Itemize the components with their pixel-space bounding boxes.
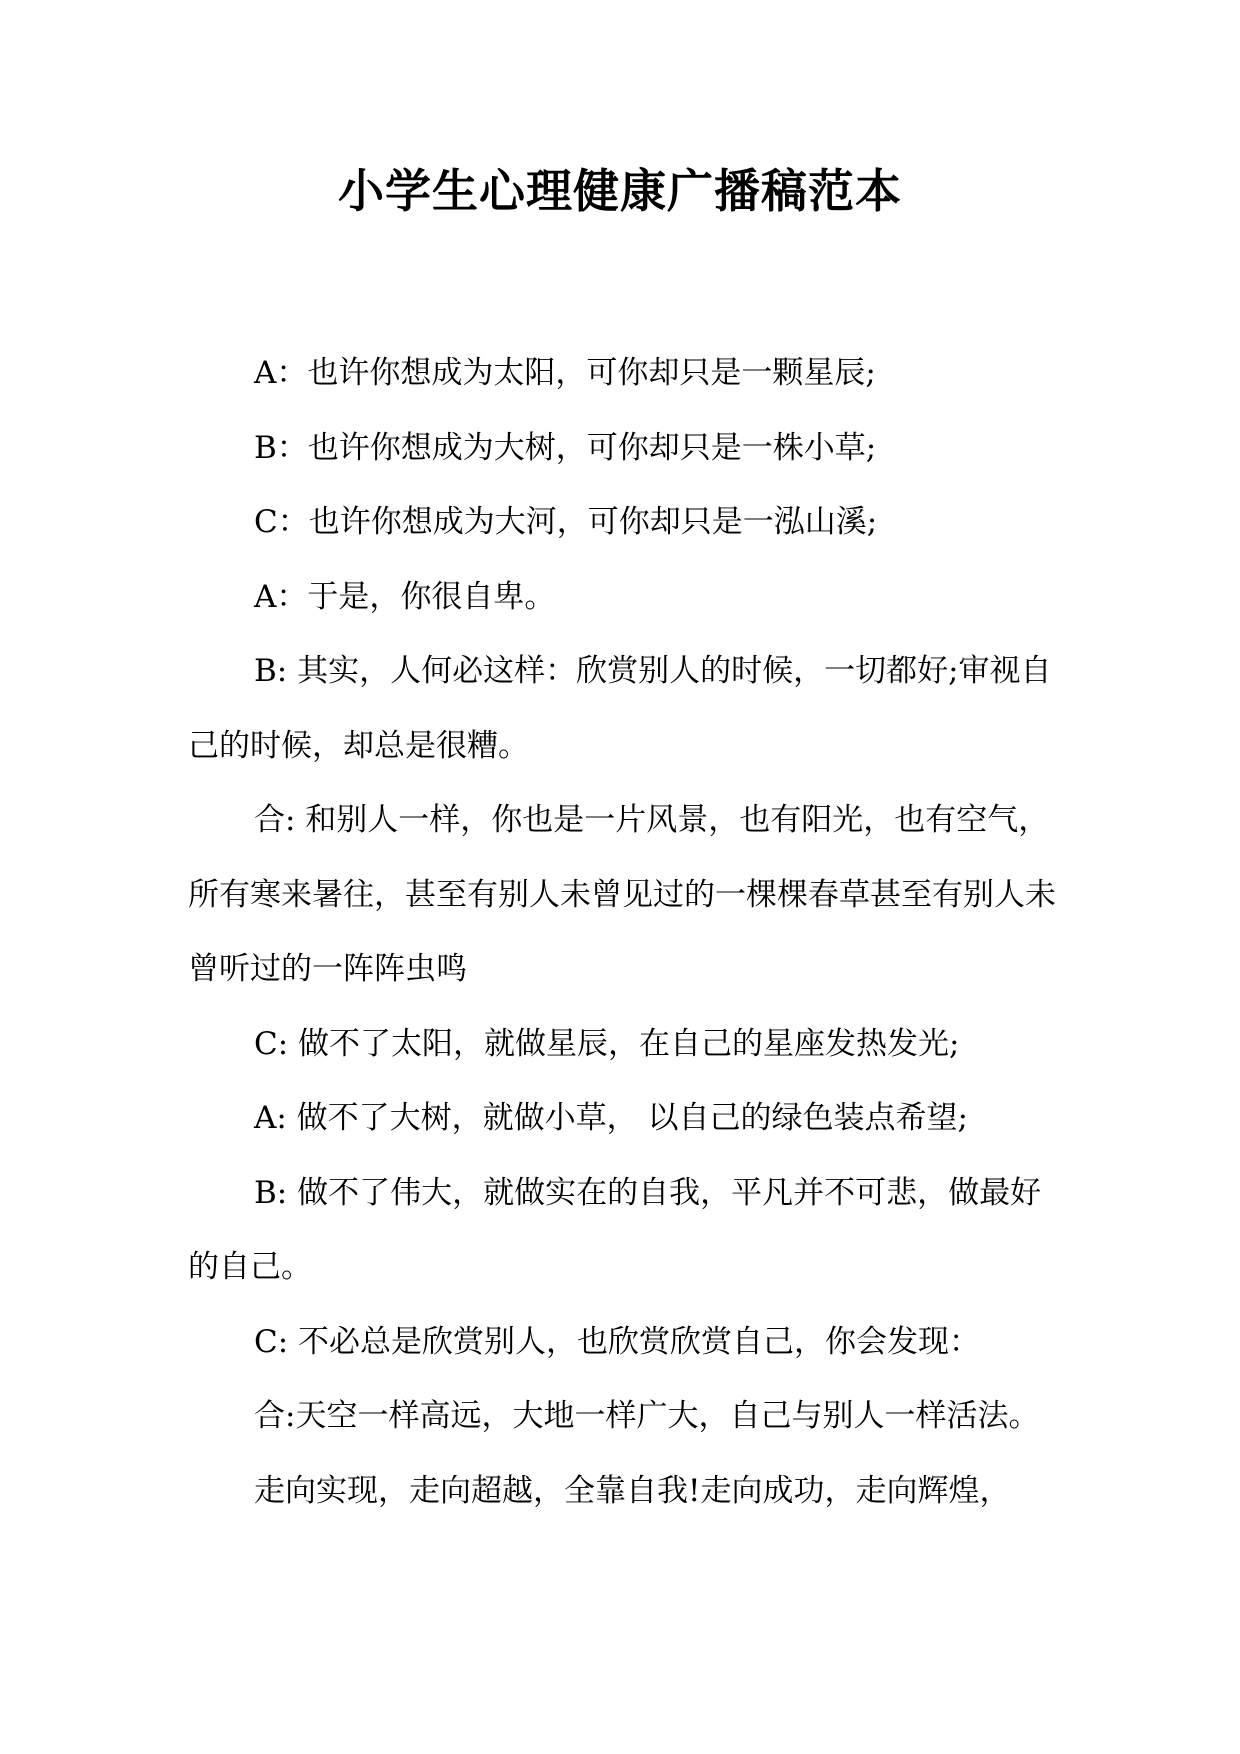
paragraph: C: 做不了太阳，就做星辰，在自己的星座发热发光; [254, 1025, 960, 1062]
document-title: 小学生心理健康广播稿范本 [338, 164, 902, 218]
paragraph: C：也许你想成为大河，可你却只是一泓山溪; [254, 504, 878, 540]
paragraph: C: 不必总是欣赏别人，也欣赏欣赏自己，你会发现： [254, 1323, 981, 1360]
paragraph: A：于是，你很自卑。 [254, 578, 556, 615]
paragraph: A：也许你想成为太阳，可你却只是一颗星辰; [254, 355, 876, 391]
paragraph: 走向实现，走向超越，全靠自我!走向成功，走向辉煌， [254, 1472, 1011, 1509]
document-body [188, 336, 1058, 1528]
paragraph: B: 其实，人何必这样：欣赏别人的时候，一切都好;审视自己的时候，却总是很糟。 [188, 653, 1052, 764]
paragraph: A: 做不了大树，就做小草， 以自己的绿色装点希望; [254, 1100, 968, 1136]
paragraph: B：也许你想成为大树，可你却只是一株小草; [254, 429, 877, 466]
paragraph: 合:天空一样高远，大地一样广大，自己与别人一样活法。 [254, 1398, 1040, 1434]
paragraph: 合: 和别人一样，你也是一片风景，也有阳光，也有空气，所有寒来暑往，甚至有别人未曾见过的一棵棵春草甚至有别人未曾听过的一阵阵虫鸣 [188, 802, 1056, 987]
paragraph: B: 做不了伟大，就做实在的自我，平凡并不可悲，做最好的自己。 [188, 1174, 1042, 1285]
